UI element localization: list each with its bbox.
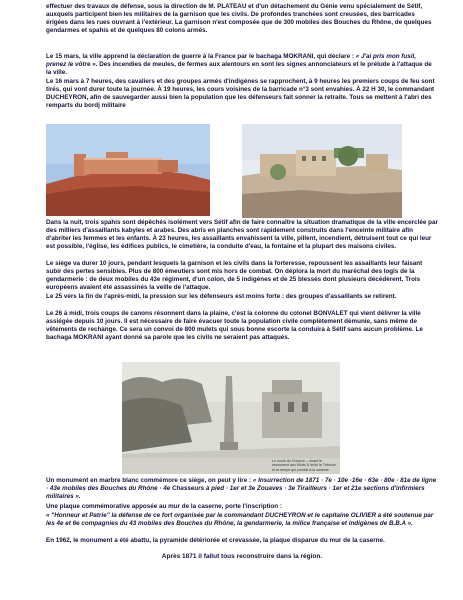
declaration-text-cont: Des incendies de meules, de fermes aux alentours en sont les signes annonciateurs et le prélude à l'attaque de la ville. [46, 61, 432, 77]
paragraph-night: Dans la nuit, trois spahis sont dépêchés isolément vers Sétif afin de faire connaître la situation dramatique de la ville encerclée par des milliers d'assaillants kabyles et arabes. Des abris en planches sont rapidement construits dans l'enceinte militaire afin d'abriter les femmes et les enfants. À 23 heures, les assaillants envahissent la ville, pillent, incendient, détruisent tout ce qui leur est possible, l'église, les édifices publics, le cimetière, la conduite d'eau, la fontaine et la plupart des maisons civiles. [46, 219, 438, 251]
monument-inscription: « Insurrection de 1871 · 7e · 10e ·16e · 63e · 80e · 81e de ligne · 43e mobiles des Bouches du Rhône · 4e Chasseurs à pied · 1er et 3e Zouaves · 3e Tirailleurs · 1er et 21e sections d'infirmiers militaires ». [46, 477, 437, 501]
paragraph-attack: Le 16 mars à 7 heures, des cavaliers et des groupes armés d'indigènes se rapprochent, à 9 heures les premiers coups de feu sont tirés, qui vont durer toute la journée. À 19 heures, les cours voisines de la barricade n°3 sont envahies. À 22 H 30, le commandant DUCHEYRON, afin de sauvegarder aussi bien la population que les défenseurs fait sonner la retraite. Tous se mettent à l'abri des remparts du bordj militaire [46, 78, 435, 110]
monument-text: Un monument en marbre blanc commémore ce siège, on peut y lire : [46, 477, 253, 484]
fortress-right-image [242, 124, 402, 218]
mokrani-quote: « J'ai pris mon fusil, prenez le vôtre ». [46, 53, 417, 69]
photo-caption: Le cours du Cheyron – avant le monument aux Morts & drôle le Tribunal et la rampe qui conduit à la caserne [272, 459, 336, 472]
footer-text: Après 1871 il fallut tous reconstruire dans la région. [161, 553, 323, 560]
plaque-inscription: « "Honneur et Patrie" la défense de ce fort organisée par le commandant DUCHEYRON et le capitaine OLIVIER a été soutenue par les 4e et 6e compagnies du 43 mobiles des Bouches du Rhône, la gendarmerie, la milice française et indigènes de B.B.A ». [46, 512, 434, 528]
paragraph-1962: En 1962, le monument a été abattu, la pyramide détériorée et crevassée, la plaque disparue du mur de la caserne. [46, 537, 385, 544]
paragraph-relief: Le 26 à midi, trois coups de canons résonnent dans la plaine, c'est la colonne du colonel BONVALET qui vient délivrer la ville assiégée depuis 10 jours. Il est nécessaire de faire évacuer toute la population civile complètement démunie, sans même de vêtements de rechange. Ce sera un convoi de 800 mulets qui sous bonne escorte la conduira à Sétif sans aucun problème. Le bachaga MOKRANI ayant donné sa parole que les civils ne seraient pas attaqués. [46, 310, 423, 342]
paragraph-pressure: Le 25 vers la fin de l'après-midi, la pression sur les défenseurs est moins forte : des groupes d'assaillants se retirent. [46, 293, 397, 300]
photo-fortress-right [242, 124, 402, 218]
paragraph-monument [46, 477, 438, 501]
paragraph-defense-works: effectuer des travaux de défense, sous la direction de M. PLATEAU et d'un détachement du Génie venu spécialement de Sétif, auxquels participent bien les militaires de la garnison que les civils. De profondes tranchées sont creusées, des barricades érigées dans les rues ouvrant à l'extérieur. La garnison n'est composée que de 300 mobiles des Bouches du Rhône, de quelques gendarmes et spahis et de quelques 80 colons armés. [46, 3, 432, 35]
photo-monument-street [122, 362, 340, 474]
paragraph-plaque: Une plaque commémorative apposée au mur de la caserne, porte l'inscription : [46, 503, 282, 510]
monument-street-image [122, 362, 340, 474]
fortress-left-image [46, 124, 210, 216]
paragraph-declaration [46, 53, 438, 77]
declaration-text: Le 15 mars, la ville apprend la déclaration de guerre à la France par le bachaga MOKRANI, qui déclare : [46, 53, 356, 60]
paragraph-siege: Le siège va durer 10 jours, pendant lesquels la garnison et les civils dans la forteresse, repoussent les assaillants leur faisant subir des pertes sensibles. Plus de 800 émeutiers sont mis hors de combat. On déplora la mort du maréchal des logis de la gendarmerie : de deux mobiles du 43e régiment, d'un colon, de 5 indigènes et de 25 blessés dont plusieurs décédèrent. Trois européens avaient été assassinés la veille de l'attaque. [46, 260, 423, 292]
photo-fortress-left [46, 124, 210, 216]
